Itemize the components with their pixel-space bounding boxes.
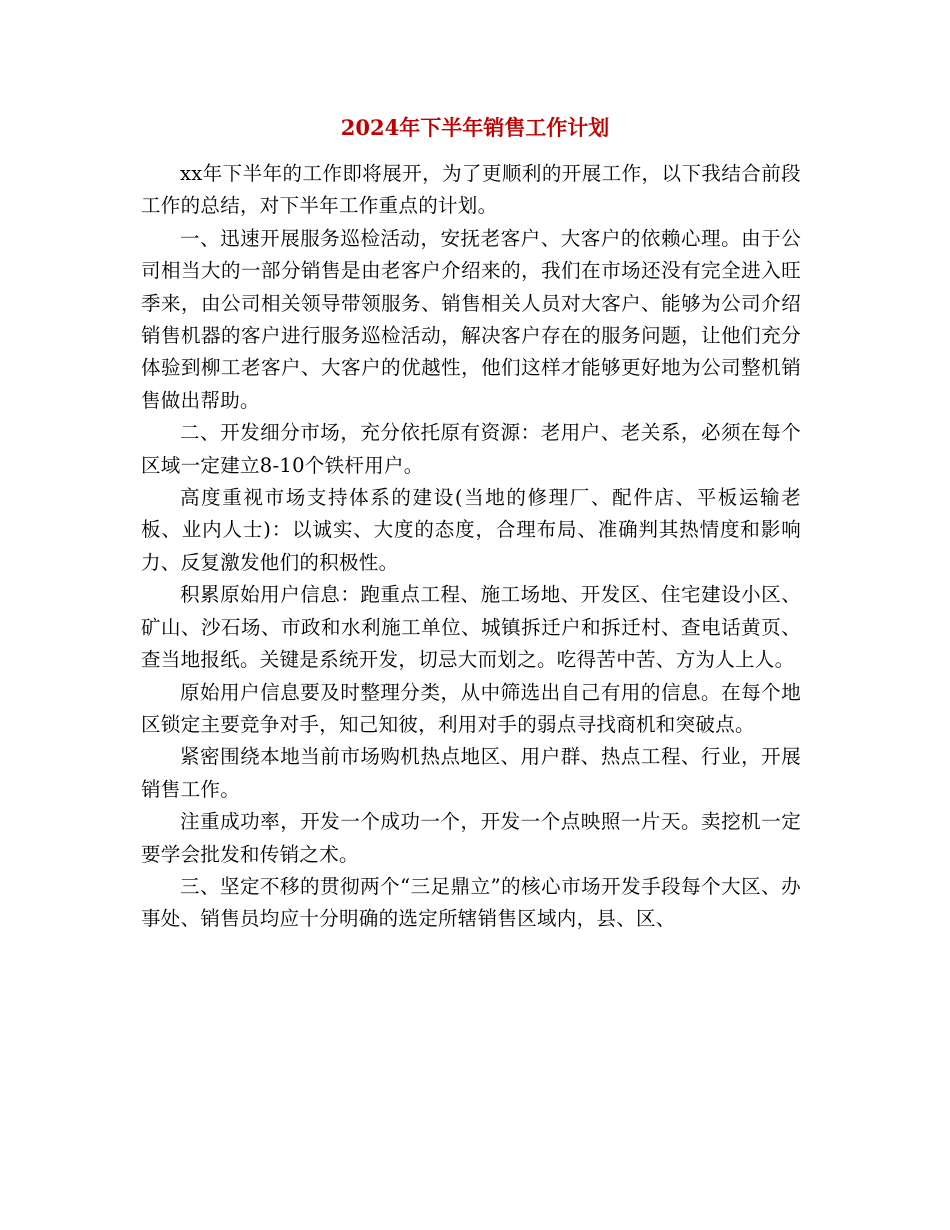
paragraph-user-info: 积累原始用户信息：跑重点工程、施工场地、开发区、住宅建设小区、矿山、沙石场、市政和水利施工单位、城镇拆迁户和拆迁村、查电话黄页、查当地报纸。关键是系统开发，切忌大而划之。吃得苦中苦、方为人上人。 (141, 583, 801, 672)
paragraph-support-system: 高度重视市场支持体系的建设(当地的修理厂、配件店、平板运输老板、业内人士)：以诚实、大度的态度，合理布局、准确判其热情度和影响力、反复激发他们的积极性。 (141, 486, 801, 574)
paragraph-intro: xx年下半年的工作即将展开，为了更顺利的开展工作，以下我结合前段工作的总结，对下半年工作重点的计划。 (141, 162, 801, 218)
paragraph-section-3: 三、坚定不移的贯彻两个“三足鼎立”的核心市场开发手段每个大区、办事处、销售员均应十分明确的选定所辖销售区域内，县、区、 (141, 874, 801, 931)
paragraph-success-rate: 注重成功率，开发一个成功一个，开发一个点映照一片天。卖挖机一定要学会批发和传销之术。 (141, 810, 801, 866)
paragraph-info-sorting: 原始用户信息要及时整理分类，从中筛选出自己有用的信息。在每个地区锁定主要竞争对手，知己知彼，利用对手的弱点寻找商机和突破点。 (141, 680, 801, 736)
paragraph-hotspots: 紧密围绕本地当前市场购机热点地区、用户群、热点工程、行业，开展销售工作。 (141, 745, 801, 801)
document-title: 2024年下半年销售工作计划 (340, 115, 610, 140)
paragraph-section-2: 二、开发细分市场，充分依托原有资源：老用户、老关系，必须在每个区域一定建立8-10个铁杆用户。 (141, 421, 801, 477)
paragraph-section-1: 一、迅速开展服务巡检活动，安抚老客户、大客户的依赖心理。由于公司相当大的一部分销售是由老客户介绍来的，我们在市场还没有完全进入旺季来，由公司相关领导带领服务、销售相关人员对大客户、能够为公司介绍销售机器的客户进行服务巡检活动，解决客户存在的服务问题，让他们充分体验到柳工老客户、大客户的优越性，他们这样才能够更好地为公司整机销售做出帮助。 (141, 226, 801, 412)
document-body (141, 158, 801, 936)
